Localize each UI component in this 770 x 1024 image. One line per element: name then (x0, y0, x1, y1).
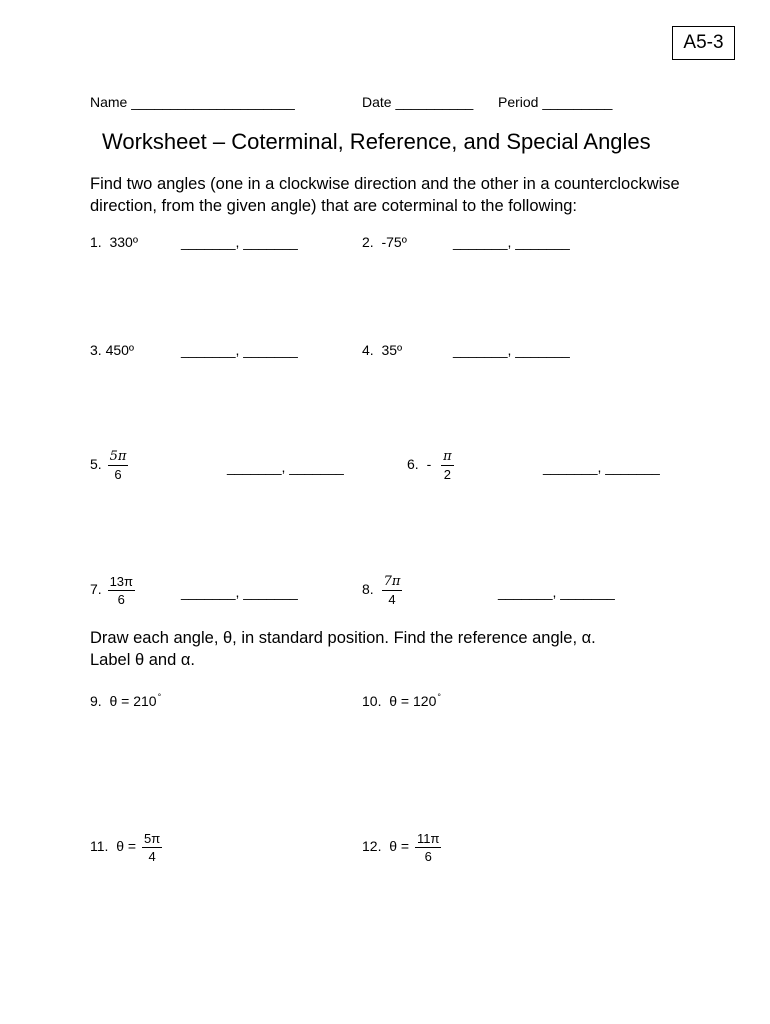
fraction-numerator: 11π (417, 831, 440, 846)
answer-blank-5[interactable]: _______, _______ (227, 459, 344, 475)
name-label: Name (90, 94, 128, 110)
problem-equation: θ = (116, 838, 137, 855)
worksheet-code-badge: A5-3 (672, 26, 735, 60)
problem-equation: θ = 210 (109, 693, 157, 709)
fraction-numerator: 5π (109, 449, 127, 464)
answer-blank-2[interactable]: _______, _______ (453, 234, 570, 250)
problem-9 (90, 688, 161, 710)
date-field[interactable] (362, 93, 473, 111)
problem-number: 11. (90, 838, 109, 855)
fraction-denominator: 2 (443, 467, 452, 482)
fraction (108, 449, 129, 482)
fraction-denominator: 6 (424, 849, 432, 864)
section1-instructions: Find two angles (one in a clockwise direction and the other in a counterclockwise direction, from the given angle) that are coterminal to the following: (90, 175, 680, 215)
problem-1 (90, 233, 138, 251)
problem-number: 12. (362, 838, 382, 855)
section2-instructions-line2: Label θ and α. (90, 651, 195, 669)
name-blank: _____________________ (131, 94, 295, 110)
page-title: Worksheet – Coterminal, Reference, and Special Angles (102, 129, 651, 154)
problem-12 (362, 831, 443, 864)
problem-number: 4. (362, 342, 374, 358)
problem-angle: -75º (381, 234, 407, 250)
problem-number: 2. (362, 234, 374, 250)
fraction-denominator: 4 (388, 592, 396, 607)
fraction (382, 574, 403, 607)
date-label: Date (362, 94, 392, 110)
answer-blank-6[interactable]: _______, _______ (543, 459, 660, 475)
name-field[interactable] (90, 93, 295, 111)
problem-6 (407, 449, 456, 482)
period-blank: _________ (542, 94, 613, 110)
answer-blank-4[interactable]: _______, _______ (453, 342, 570, 358)
problem-number: 1. (90, 234, 102, 250)
negative-sign: - (426, 456, 432, 473)
problem-equation: θ = 120 (389, 693, 437, 709)
problem-7 (90, 574, 137, 607)
degree-symbol: ° (437, 692, 441, 702)
fraction (415, 831, 441, 864)
problem-3 (90, 341, 134, 359)
problem-5 (90, 449, 130, 482)
section2-instructions-line1: Draw each angle, θ, in standard position. Find the reference angle, α. (90, 629, 596, 647)
problem-4 (362, 341, 402, 359)
problem-8 (362, 574, 404, 607)
fraction-numerator: 7π (383, 574, 401, 589)
problem-number: 9. (90, 693, 102, 709)
problem-number: 6. (407, 456, 419, 473)
answer-blank-3[interactable]: _______, _______ (181, 342, 298, 358)
problem-11 (90, 831, 164, 864)
date-blank: __________ (395, 94, 474, 110)
period-label: Period (498, 94, 539, 110)
fraction-numerator: 13π (109, 574, 134, 589)
degree-symbol: ° (157, 692, 162, 702)
problem-number: 7. (90, 581, 102, 598)
problem-angle: 450º (105, 342, 135, 358)
period-field[interactable] (498, 93, 612, 111)
fraction (142, 831, 162, 864)
fraction (441, 449, 454, 482)
problem-angle: 330º (109, 234, 138, 250)
answer-blank-1[interactable]: _______, _______ (181, 234, 298, 250)
fraction-denominator: 6 (114, 467, 122, 482)
fraction (108, 574, 135, 607)
fraction-denominator: 6 (117, 592, 125, 607)
fraction-numerator: 5π (143, 831, 161, 846)
fraction-numerator: π (443, 449, 452, 464)
problem-number: 10. (362, 693, 382, 709)
problem-number: 5. (90, 456, 102, 473)
problem-2 (362, 233, 407, 251)
problem-number: 3. (90, 342, 102, 358)
answer-blank-8[interactable]: _______, _______ (498, 584, 615, 600)
problem-10 (362, 688, 441, 710)
problem-equation: θ = (389, 838, 410, 855)
answer-blank-7[interactable]: _______, _______ (181, 584, 298, 600)
problem-angle: 35º (381, 342, 403, 358)
fraction-denominator: 4 (148, 849, 156, 864)
problem-number: 8. (362, 581, 374, 598)
